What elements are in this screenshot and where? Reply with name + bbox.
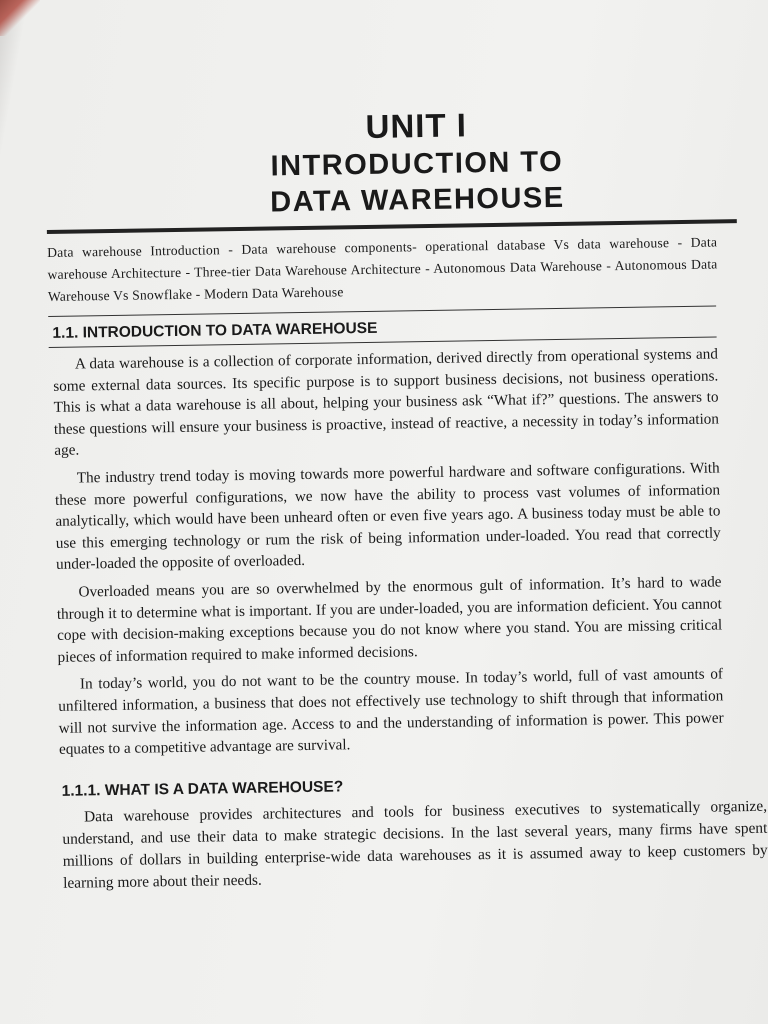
paragraph-1-1-d: In today’s world, you do not want to be the country mouse. In today’s world, full of vast amounts of unfiltered information, a business that does not effectively use technology to shift through that information will not survive the information age. Access to and the understanding of information is power. This power equates to a competitive advantage are survival.	[58, 665, 724, 758]
chapter-title-line1: INTRODUCTION TO	[270, 145, 564, 183]
page-content	[45, 101, 768, 895]
section-heading-1-1-1: 1.1.1. WHAT IS A DATA WAREHOUSE?	[61, 778, 344, 800]
paragraph-1-1-c: Overloaded means you are so overwhelmed by the enormous gult of information. It’s hard to wade through it to determine what is important. If you are under-loaded, you are information deficient. You cannot cope with decision-making exceptions because you do not know where you stand. You are missing critical pieces of information required to make informed decisions.	[56, 573, 723, 666]
section-heading-1-1: 1.1. INTRODUCTION TO DATA WAREHOUSE	[52, 319, 378, 342]
chapter-outline: Data warehouse Introduction - Data warehouse components- operational database Vs data warehouse - Data warehouse Architecture - Three-tier Data Warehouse Architecture - Autonomous Data Warehouse - Autonomous Data Warehouse Vs Snowflake - Modern Data Warehouse	[47, 234, 718, 304]
page-corner-tab	[0, 0, 40, 36]
paragraph-1-1-b: The industry trend today is moving towards more powerful hardware and software configurations. With these more powerful configurations, we now have the ability to process vast volumes of information analytically, which would have been unheard often or even five years ago. A business today must be able to use this emerging technology or rum the risk of being information under-loaded. You read that correctly under-loaded the opposite of overloaded.	[54, 459, 721, 574]
chapter-title-line2: DATA WAREHOUSE	[270, 181, 565, 219]
paragraph-1-1-a: A data warehouse is a collection of corporate information, derived directly from operational systems and some external data sources. Its specific purpose is to support business decisions, not business operations. This is what a data warehouse is all about, helping your business ask “What if?” questions. The answers to these questions will ensure your business is proactive, instead of reactive, a necessity in today’s information age.	[53, 345, 720, 460]
unit-title: UNIT I	[365, 106, 468, 145]
paragraph-1-1-1-a: Data warehouse provides architectures and tools for business executives to systematically organize, understand, and use their data to make strategic decisions. In the last several years, many firms have spent millions of dollars in building enterprise-wide data warehouses as it is assumed away to keep customers by learning more about their needs.	[62, 797, 768, 892]
